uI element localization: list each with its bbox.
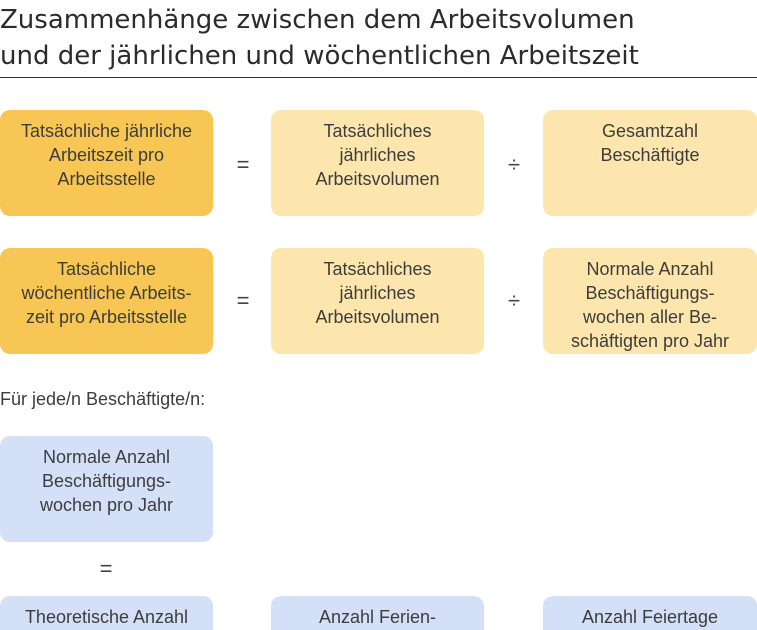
box-normal-employment-weeks-all (543, 248, 757, 354)
divide-sign: ÷ (507, 152, 521, 177)
box-text: Beschäftigungs- (41, 471, 172, 491)
box-text: zeit pro Arbeitsstelle (25, 307, 188, 327)
box-text: Beschäftigte (600, 145, 700, 165)
box-text: jährliches (339, 145, 416, 165)
title-line-1: Zusammenhänge zwischen dem Arbeitsvolumen (0, 5, 635, 35)
box-text: Tatsächliches (323, 259, 432, 279)
box-text: wochen pro Jahr (39, 495, 174, 515)
box-text: Arbeitsstelle (57, 169, 156, 189)
box-total-employees (543, 110, 757, 216)
box-text: Tatsächliches (323, 121, 432, 141)
box-annual-volume (271, 248, 484, 354)
box-text: Arbeitsvolumen (315, 169, 440, 189)
box-normal-employment-weeks (0, 436, 213, 542)
box-annual-volume (271, 110, 484, 216)
box-text: schäftigten pro Jahr (570, 331, 730, 351)
box-text: Normale Anzahl (42, 447, 171, 467)
box-theoretical-count (0, 596, 213, 630)
box-text: Tatsächliche jährliche (20, 121, 193, 141)
title-divider (0, 77, 757, 78)
box-text: Anzahl Feiertage (581, 607, 719, 627)
box-text: wöchentliche Arbeits- (21, 283, 192, 303)
equals-sign: = (236, 288, 250, 313)
box-text: Gesamtzahl (601, 121, 699, 141)
box-holiday-count (543, 596, 757, 630)
box-vacation-count (271, 596, 484, 630)
box-text: Beschäftigungs- (585, 283, 715, 303)
box-text: Arbeitszeit pro (48, 145, 165, 165)
box-text: Tatsächliche (56, 259, 157, 279)
divide-sign: ÷ (507, 288, 521, 313)
equals-sign: = (99, 556, 113, 581)
page-title (0, 2, 757, 74)
box-text: wochen aller Be- (582, 307, 718, 327)
box-text: Normale Anzahl (586, 259, 714, 279)
per-employee-note: Für jede/n Beschäftigte/n: (0, 389, 206, 409)
box-text: Arbeitsvolumen (315, 307, 440, 327)
equals-sign: = (236, 152, 250, 177)
box-text: Theoretische Anzahl (24, 607, 189, 627)
title-line-2: und der jährlichen und wöchentlichen Arbeitszeit (0, 41, 639, 71)
box-text: Anzahl Ferien- (318, 607, 437, 627)
box-annual-working-time (0, 110, 213, 216)
box-text: jährliches (339, 283, 416, 303)
box-weekly-working-time (0, 248, 213, 354)
